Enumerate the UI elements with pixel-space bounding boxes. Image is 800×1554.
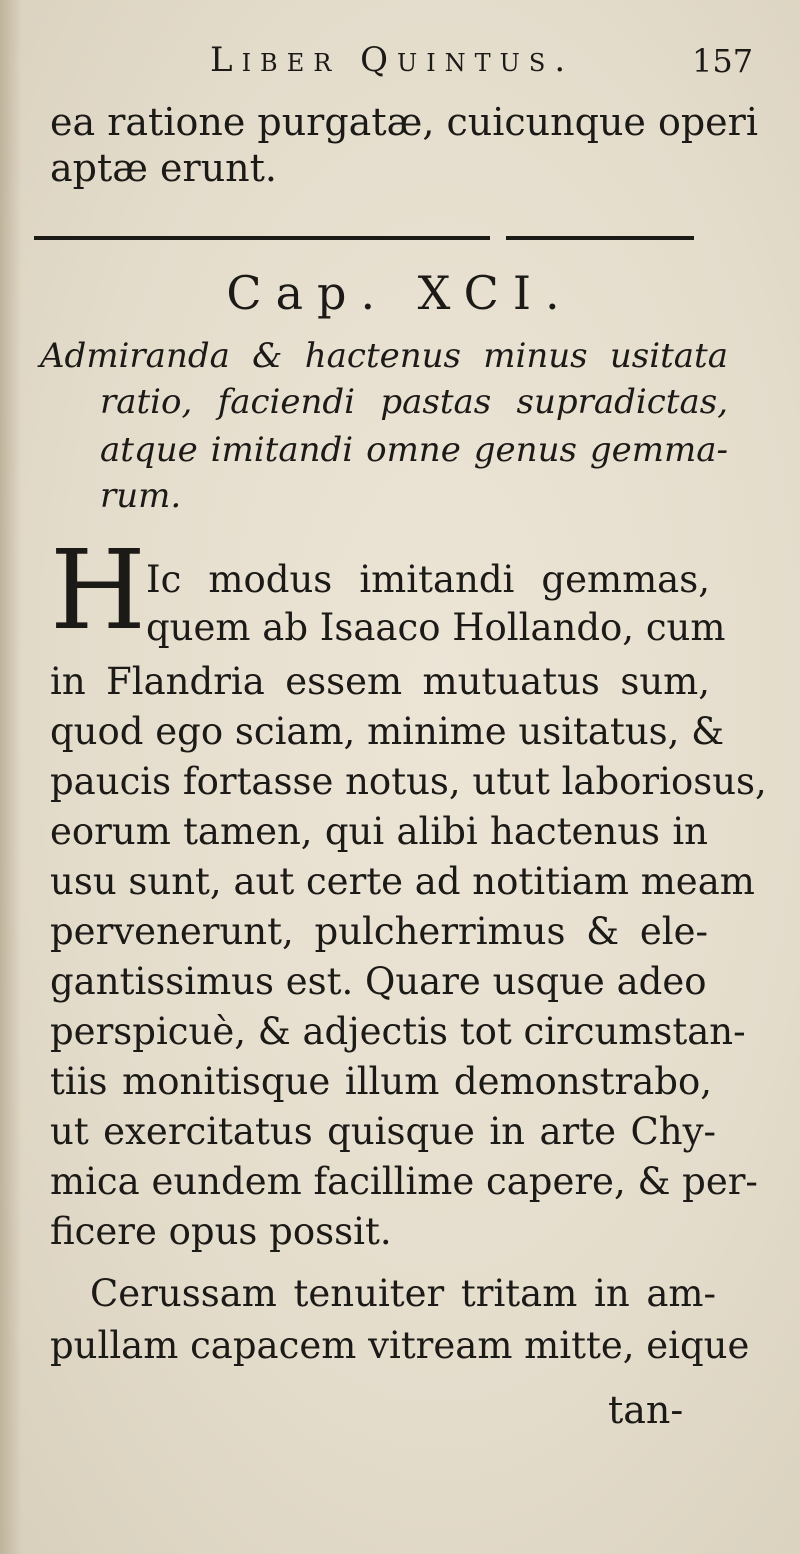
chapter-summary-line: ratio, faciendi pastas supradictas,: [100, 382, 728, 422]
body-line: in Flandria essem mutuatus sum,: [50, 660, 710, 703]
body-line: pullam capacem vitream mitte, eique: [50, 1324, 750, 1367]
catchword: tan-: [608, 1388, 684, 1432]
body-line: quod ego sciam, minime usitatus, &: [50, 710, 725, 753]
body-line: tiis monitisque illum demonstrabo,: [50, 1060, 712, 1103]
body-line: gantissimus est. Quare usque adeo: [50, 960, 707, 1003]
chapter-heading: Cap. XCI.: [226, 266, 574, 320]
drop-cap: H: [50, 526, 146, 654]
body-line: paucis fortasse notus, utut laboriosus,: [50, 760, 767, 803]
body-line: mica eundem facillime capere, & per-: [50, 1160, 758, 1203]
chapter-summary-line: atque imitandi omne genus gemma-: [100, 430, 728, 470]
section-rule: [506, 236, 694, 240]
body-line: perspicuè, & adjectis tot circumstan-: [50, 1010, 746, 1053]
running-head-title: Liber Quintus.: [210, 40, 575, 80]
chapter-summary-line: Admiranda & hactenus minus usitata: [40, 336, 728, 376]
body-line: Ic modus imitandi gemmas,: [146, 558, 710, 601]
section-rule: [34, 236, 490, 240]
body-line: ut exercitatus quisque in arte Chy-: [50, 1110, 716, 1153]
body-line: usu sunt, aut certe ad notitiam meam: [50, 860, 755, 903]
body-line: quem ab Isaaco Hollando, cum: [146, 606, 726, 649]
intro-line: ea ratione purgatæ, cuicunque operi: [50, 100, 758, 144]
body-line: eorum tamen, qui alibi hactenus in: [50, 810, 708, 853]
body-line: pervenerunt, pulcherrimus & ele-: [50, 910, 708, 953]
body-line: ficere opus possit.: [50, 1210, 392, 1253]
page-gutter-shadow: [0, 0, 22, 1554]
chapter-summary-line: rum.: [100, 476, 182, 516]
page-number: 157: [692, 42, 754, 80]
body-line: Cerussam tenuiter tritam in am-: [90, 1272, 716, 1315]
intro-line: aptæ erunt.: [50, 146, 277, 190]
running-head: [0, 40, 800, 90]
